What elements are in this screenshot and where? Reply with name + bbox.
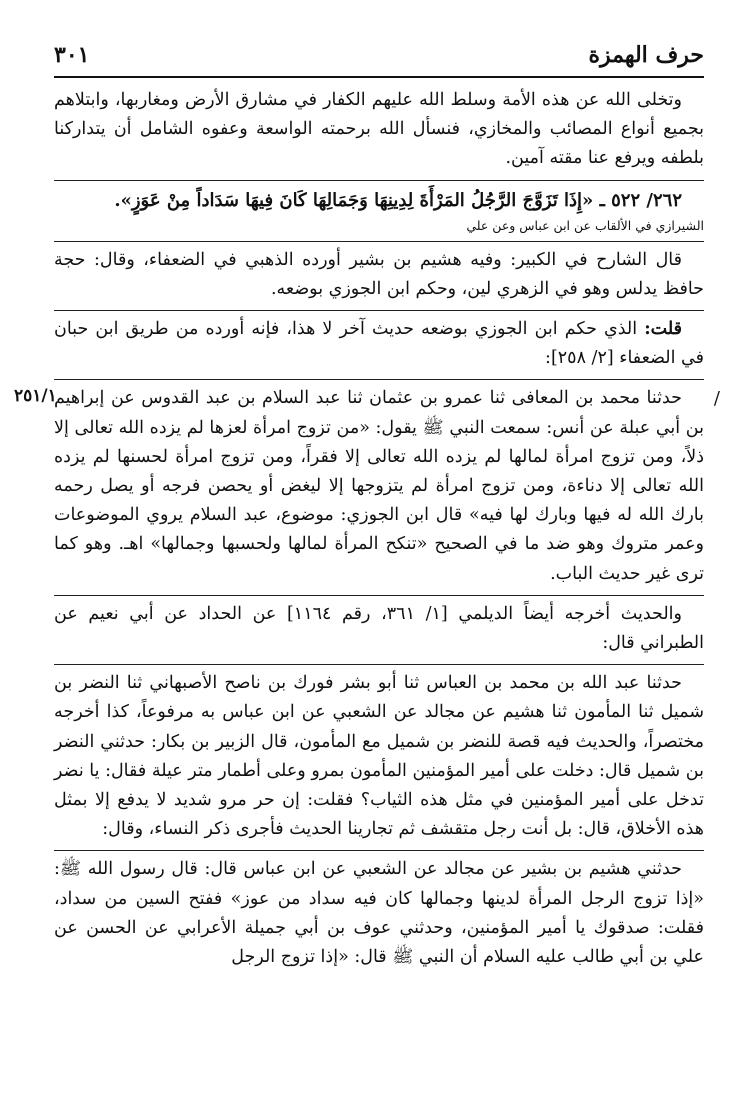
daylami-divider bbox=[54, 595, 704, 596]
narration-block bbox=[54, 384, 720, 588]
page-body bbox=[54, 86, 720, 972]
volume-page-marker: ٢٥١/١ bbox=[14, 386, 57, 406]
sharih-paragraph: قال الشارح في الكبير: وفيه هشيم بن بشير أورده الذهبي في الضعفاء، وقال: حجة حافظ يدلس وهو في الزهري لين، وحكم ابن الجوزي بوضعه. bbox=[54, 249, 704, 299]
narration-slash: / bbox=[713, 388, 720, 410]
story-divider bbox=[54, 850, 704, 851]
hadith-source: الشيرازي في الألقاب عن ابن عباس وعن علي bbox=[466, 217, 704, 233]
qultu-paragraph bbox=[54, 315, 704, 373]
qultu-divider bbox=[54, 310, 704, 311]
daylami-paragraph: والحديث أخرجه أيضاً الديلمي [١/ ٣٦١، رقم ١١٦٤] عن الحداد عن أبي نعيم عن الطبراني قال: bbox=[54, 603, 704, 654]
isnad-paragraph: حدثنا عبد الله بن محمد بن العباس ثنا أبو بشر فورك بن ناصح الأصبهاني ثنا النضر بن شميل ثنا المأمون ثنا هشيم عن مجالد عن الشعبي عن ابن عباس به مرفوعاً، كذا أخرجه مختصراً، والحديث فيه قصة للنضر بن شميل مع المأمون، قال الزبير بن بكار: حدثني النضر بن شميل قال: دخلت على أمير المؤمنين المأمون بمرو وعلى أطمار متر عيلة فقال: يا نضر تدخل على أمير المؤمنين في مثل هذه الثياب؟ فقلت: إن حر مرو شديد لا يدفع إلا بمثل هذه الأخلاق، قال: بل أنت رجل متقشف ثم تجارينا الحديث فأجرى ذكر النساء، وقال: bbox=[54, 673, 704, 840]
qultu-lead: قلت: bbox=[644, 319, 682, 340]
isnad-divider bbox=[54, 664, 704, 665]
page-number: ٣٠١ bbox=[54, 42, 90, 68]
qultu-text: الذي حكم ابن الجوزي بوضعه حديث آخر لا هذا، فإنه أورده من طريق ابن حبان في الضعفاء [٢/ ٢٥٨]: bbox=[54, 319, 704, 369]
narration-paragraph: حدثنا محمد بن المعافى ثنا عمرو بن عثمان ثنا عبد السلام بن عبد القدوس عن إبراهيم بن أبي عبلة عن أنس: سمعت النبي ﷺ يقول: «من تزوج امرأة لعزها لم يزده الله تعالى إلا ذلاً، ومن تزوج امرأة لمالها لم يزده الله تعالى إلا فقراً، ومن تزوج امرأة لحسنها لم يزده الله تعالى إلا دناءة، ومن تزوج امرأة لم يتزوجها إلا ليغض أو يحصن فرجه أو يصل رحمه بارك الله له فيها وبارك لها فيه» قال ابن الجوزي: موضوع، عبد السلام يروي الموضوعات وعمر متروك وهو ضد ما في الصحيح «تنكح المرأة لمالها ولحسبها وجمالها» اهـ. وهو كما ترى غير حديث الباب. bbox=[54, 388, 704, 584]
hadith-heading: ٢٦٢/ ٥٢٢ ـ «إِذَا تَزَوَّجَ الرَّجُلُ المَرْأَةَ لِدِينِهَا وَجَمَالِهَا كَانَ فِيهَا سَدَاداً مِنْ عَوَزٍ». bbox=[114, 189, 682, 211]
page-header bbox=[54, 28, 704, 78]
story-paragraph: حدثني هشيم بن بشير عن مجالد عن الشعبي عن ابن عباس قال: قال رسول الله ﷺ: «إذا تزوج الرجل المرأة لدينها وجمالها كان فيه سداد من عوز» ففتح السين من سداد، فقلت: صدقوك يا أمير المؤمنين، وحدثني عوف بن أبي جميلة الأعرابي عن الحسن عن علي بن أبي طالب عليه السلام أن النبي ﷺ قال: «إذا تزوج الرجل bbox=[54, 859, 704, 968]
section-divider bbox=[54, 180, 704, 181]
narration-divider bbox=[54, 379, 704, 380]
intro-paragraph: وتخلى الله عن هذه الأمة وسلط الله عليهم الكفار في مشارق الأرض ومغاربها، وابتلاهم بجميع أنواع المصائب والمخازي، فنسأل الله برحمته الواسعة وعفوه الشامل أن يتداركنا بلطفه ويرفع عنا مقته آمين. bbox=[54, 90, 704, 169]
commentary-divider bbox=[54, 241, 704, 242]
chapter-title: حرف الهمزة bbox=[588, 42, 704, 68]
